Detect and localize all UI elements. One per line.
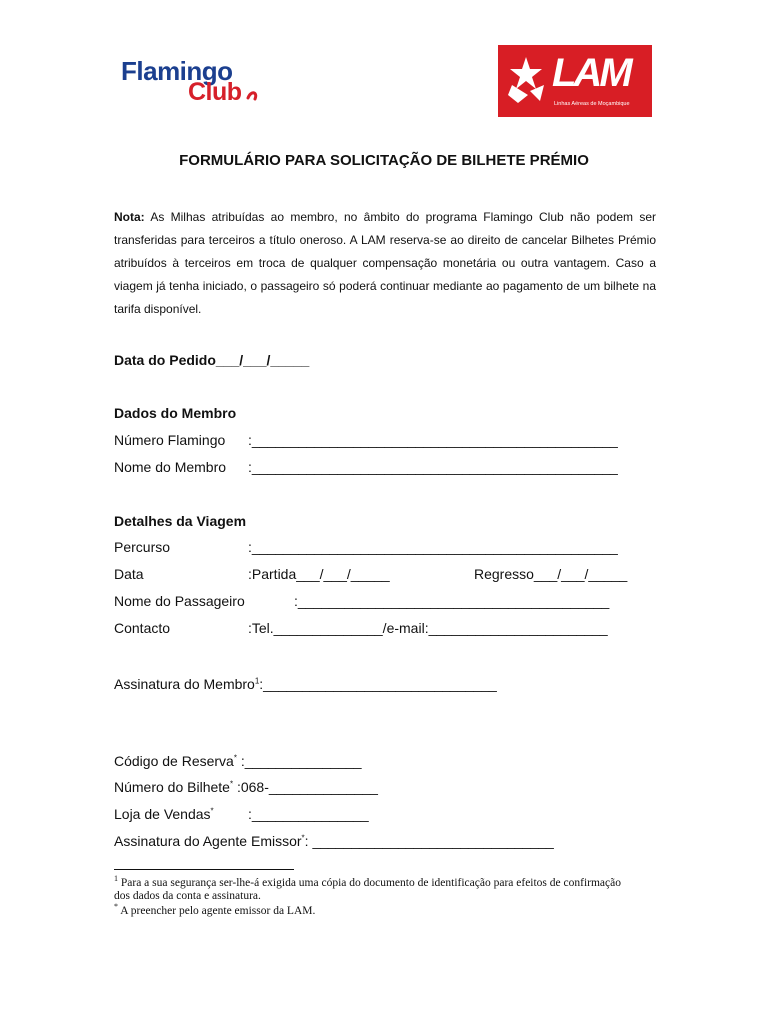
lam-logo bbox=[498, 45, 652, 117]
nome-membro-field[interactable]: :_______________________________________________ bbox=[248, 459, 618, 475]
data-pedido-field[interactable]: Data do Pedido___/___/_____ bbox=[114, 352, 310, 368]
assinatura-agente-label: Assinatura do Agente Emissor bbox=[114, 833, 302, 849]
footnote-ref-1: 1 bbox=[254, 676, 260, 686]
lam-logo-text: LAM bbox=[552, 51, 630, 95]
footnote-2-text: A preencher pelo agente emissor da LAM. bbox=[118, 905, 316, 917]
asterisk-ref: * bbox=[229, 779, 234, 789]
assinatura-membro-label: Assinatura do Membro bbox=[114, 676, 255, 692]
regresso-field[interactable]: Regresso___/___/_____ bbox=[474, 566, 628, 582]
numero-bilhete-label: Número do Bilhete bbox=[114, 779, 230, 795]
footnote-1 bbox=[114, 874, 634, 903]
loja-vendas-field[interactable]: :_______________ bbox=[248, 806, 369, 822]
numero-bilhete-field[interactable]: :068-______________ bbox=[233, 779, 378, 795]
loja-vendas-label: Loja de Vendas bbox=[114, 806, 211, 822]
codigo-reserva-label: Código de Reserva bbox=[114, 753, 234, 769]
assinatura-agente-field[interactable]: : _______________________________ bbox=[304, 833, 554, 849]
dados-membro-heading: Dados do Membro bbox=[114, 405, 237, 421]
contacto-label: Contacto bbox=[114, 620, 171, 636]
partida-field[interactable]: :Partida___/___/_____ bbox=[248, 566, 390, 582]
note-label: Nota: bbox=[114, 210, 145, 224]
nome-passageiro-label: Nome do Passageiro bbox=[114, 593, 245, 609]
codigo-reserva-field[interactable]: :_______________ bbox=[236, 753, 362, 769]
flamingo-club-logo bbox=[112, 44, 258, 116]
numero-flamingo-label: Número Flamingo bbox=[114, 432, 226, 448]
asterisk-ref: * bbox=[210, 806, 214, 816]
assinatura-agente-row bbox=[114, 833, 554, 849]
form-title: FORMULÁRIO PARA SOLICITAÇÃO DE BILHETE PRÉMIO bbox=[179, 152, 589, 169]
flamingo-swirl-icon bbox=[246, 88, 260, 102]
note-text: As Milhas atribuídas ao membro, no âmbito do programa Flamingo Club não podem ser transferidas para terceiros a título oneroso. A LAM reserva-se ao direito de cancelar Bilhetes Prémio atribuídos à terceiros em troca de qualquer compensação monetária ou outra vantagem. Caso a viagem já tenha iniciado, o passageiro só poderá continuar mediante ao pagamento de um bilhete na tarifa disponível. bbox=[114, 210, 656, 316]
lam-logo-subtitle: Linhas Aéreas de Moçambique bbox=[554, 101, 630, 107]
contacto-field[interactable]: :Tel.______________/e-mail:_______________________ bbox=[248, 620, 608, 636]
nome-passageiro-field[interactable]: :________________________________________ bbox=[294, 593, 610, 609]
footnote-2 bbox=[114, 902, 316, 918]
nome-membro-label: Nome do Membro bbox=[114, 459, 227, 475]
percurso-field[interactable]: :_______________________________________________ bbox=[248, 539, 618, 555]
footnote-2-mark: * bbox=[114, 902, 118, 912]
note-paragraph bbox=[114, 206, 656, 321]
footnote-1-mark: 1 bbox=[114, 874, 118, 884]
asterisk-ref: * bbox=[233, 753, 237, 763]
numero-flamingo-field[interactable]: :_______________________________________________ bbox=[248, 432, 618, 448]
percurso-label: Percurso bbox=[114, 539, 171, 555]
detalhes-viagem-heading: Detalhes da Viagem bbox=[114, 513, 247, 529]
data-label: Data bbox=[114, 566, 144, 582]
footnote-separator bbox=[114, 869, 294, 870]
lam-bird-icon bbox=[504, 55, 548, 105]
flamingo-logo-bottom: Club bbox=[188, 78, 242, 106]
codigo-reserva-row bbox=[114, 753, 362, 769]
footnote-1-text: Para a sua segurança ser-lhe-á exigida uma cópia do documento de identificação para efeitos de confirmação dos dados da conta e assinatura. bbox=[114, 877, 621, 902]
asterisk-ref: * bbox=[301, 833, 305, 843]
assinatura-membro-row bbox=[114, 676, 497, 692]
flamingo-logo-top: Flamingo bbox=[121, 56, 233, 86]
numero-bilhete-row bbox=[114, 779, 378, 795]
assinatura-membro-field[interactable]: :______________________________ bbox=[259, 676, 497, 692]
loja-vendas-row bbox=[114, 806, 214, 822]
